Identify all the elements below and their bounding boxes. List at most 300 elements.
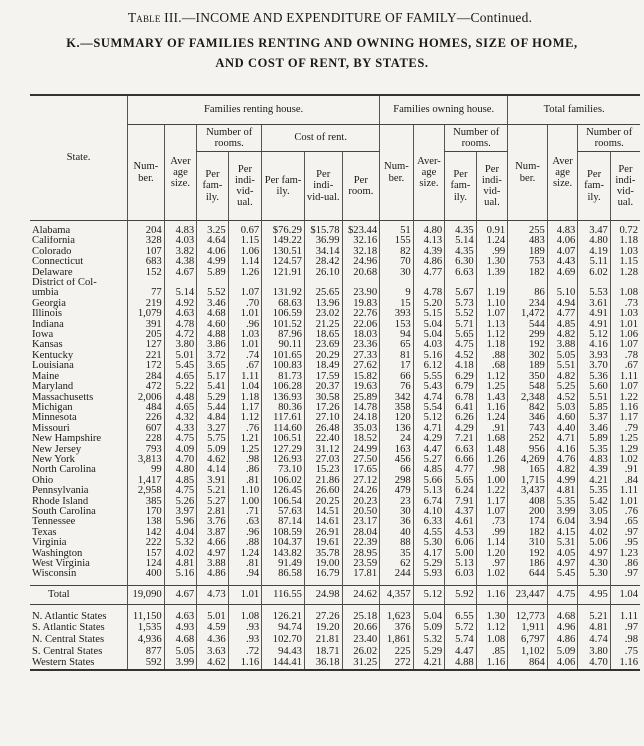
value-cell: 1.68 bbox=[476, 434, 508, 444]
value-cell: 5.35 bbox=[578, 445, 611, 455]
value-cell: 4.47 bbox=[413, 445, 445, 455]
value-cell: 23.90 bbox=[342, 288, 380, 298]
value-cell: 2,958 bbox=[128, 486, 165, 496]
value-cell: 1.01 bbox=[228, 585, 262, 604]
value-cell: .98 bbox=[610, 634, 640, 646]
value-cell: 126.21 bbox=[262, 611, 305, 623]
value-cell: 1.10 bbox=[476, 299, 508, 309]
value-cell: 4.29 bbox=[445, 424, 477, 434]
value-cell: 4.80 bbox=[578, 236, 611, 246]
value-cell: 5.30 bbox=[413, 538, 445, 548]
value-cell: 3.88 bbox=[197, 559, 229, 569]
table-row bbox=[30, 476, 640, 486]
value-cell bbox=[547, 278, 577, 288]
state-name-cell bbox=[30, 257, 128, 267]
value-cell: 548 bbox=[508, 382, 548, 392]
state-name: Alabama bbox=[32, 226, 71, 236]
value-cell: 4.33 bbox=[164, 424, 197, 434]
value-cell: 4.14 bbox=[197, 465, 229, 475]
value-cell: 4.40 bbox=[547, 424, 577, 434]
value-cell: 1.16 bbox=[476, 657, 508, 670]
value-cell: 1.48 bbox=[476, 445, 508, 455]
value-cell: 27.10 bbox=[304, 413, 342, 423]
value-cell: 4.37 bbox=[445, 507, 477, 517]
value-cell: 1.00 bbox=[476, 476, 508, 486]
value-cell: 3.27 bbox=[197, 424, 229, 434]
value-cell: 19,090 bbox=[128, 585, 165, 604]
value-cell: 743 bbox=[508, 424, 548, 434]
value-cell: 152 bbox=[128, 268, 165, 278]
value-cell: 189 bbox=[508, 247, 548, 257]
state-name: Connecticut bbox=[32, 257, 84, 268]
value-cell: 5.09 bbox=[547, 646, 577, 658]
table-row bbox=[30, 330, 640, 340]
value-cell: 1.18 bbox=[228, 393, 262, 403]
value-cell: 4.61 bbox=[445, 517, 477, 527]
value-cell: 0.91 bbox=[476, 226, 508, 236]
value-cell: 3.72 bbox=[197, 351, 229, 361]
value-cell: 1.16 bbox=[610, 403, 640, 413]
value-cell: 21.25 bbox=[304, 320, 342, 330]
value-cell: .85 bbox=[476, 646, 508, 658]
table-body bbox=[30, 221, 640, 670]
value-cell: 3.05 bbox=[578, 507, 611, 517]
value-cell: 4.60 bbox=[197, 320, 229, 330]
value-cell: 4.78 bbox=[413, 288, 445, 298]
value-cell: 4.83 bbox=[578, 455, 611, 465]
value-cell: 23,447 bbox=[508, 585, 548, 604]
value-cell: 4.32 bbox=[164, 413, 197, 423]
value-cell: 5.01 bbox=[164, 351, 197, 361]
value-cell: 1.16 bbox=[476, 403, 508, 413]
value-cell: 5.12 bbox=[413, 585, 445, 604]
state-name: Ohio bbox=[32, 475, 54, 486]
state-name: District of Col- bbox=[32, 278, 97, 289]
value-cell: 1.07 bbox=[610, 382, 640, 392]
value-cell bbox=[413, 278, 445, 288]
value-cell: 4.85 bbox=[547, 320, 577, 330]
value-cell: 1.01 bbox=[228, 340, 262, 350]
value-cell: 4.18 bbox=[445, 361, 477, 371]
summary-table bbox=[30, 94, 640, 671]
value-cell: 5.29 bbox=[413, 646, 445, 658]
value-cell: 1.07 bbox=[476, 507, 508, 517]
value-cell: .68 bbox=[476, 361, 508, 371]
value-cell: 1.24 bbox=[228, 549, 262, 559]
state-name-cell bbox=[30, 585, 128, 604]
value-cell: 607 bbox=[128, 424, 165, 434]
value-cell: 1.24 bbox=[476, 236, 508, 246]
value-cell: 26.10 bbox=[304, 268, 342, 278]
value-cell: 17.81 bbox=[342, 569, 380, 579]
value-cell: 26.48 bbox=[304, 424, 342, 434]
value-cell: 1.18 bbox=[610, 236, 640, 246]
value-cell: 3,437 bbox=[508, 486, 548, 496]
value-cell: 4.97 bbox=[547, 559, 577, 569]
value-cell: 4.74 bbox=[578, 634, 611, 646]
value-cell: 30.58 bbox=[304, 393, 342, 403]
table-row bbox=[30, 226, 640, 236]
value-cell: 7.91 bbox=[445, 497, 477, 507]
value-cell: 4.97 bbox=[578, 549, 611, 559]
state-name-cell bbox=[30, 486, 128, 496]
table-row bbox=[30, 549, 640, 559]
value-cell: .98 bbox=[228, 455, 262, 465]
state-name: Kansas bbox=[32, 340, 63, 351]
value-cell: 15.23 bbox=[304, 465, 342, 475]
value-cell: .95 bbox=[610, 538, 640, 548]
value-cell: 4.21 bbox=[578, 476, 611, 486]
value-cell: 24.99 bbox=[342, 445, 380, 455]
value-cell: 221 bbox=[128, 351, 165, 361]
value-cell: 1.14 bbox=[228, 257, 262, 267]
value-cell: 1,079 bbox=[128, 309, 165, 319]
value-cell: 5.35 bbox=[578, 486, 611, 496]
value-cell: 1.11 bbox=[610, 611, 640, 623]
value-cell: 5.55 bbox=[413, 372, 445, 382]
value-cell: 4.67 bbox=[164, 268, 197, 278]
value-cell: 4.74 bbox=[413, 393, 445, 403]
state-name: Texas bbox=[32, 527, 57, 538]
value-cell: 15.82 bbox=[342, 372, 380, 382]
value-cell: 28.04 bbox=[342, 528, 380, 538]
value-cell: 4.19 bbox=[578, 247, 611, 257]
value-cell: 472 bbox=[128, 382, 165, 392]
value-cell: 21.86 bbox=[304, 476, 342, 486]
state-name: New Hampshire bbox=[32, 434, 102, 445]
value-cell: 5.03 bbox=[547, 403, 577, 413]
value-cell: 5.04 bbox=[413, 611, 445, 623]
value-cell: 4.70 bbox=[164, 455, 197, 465]
value-cell: 4.77 bbox=[547, 309, 577, 319]
table-row bbox=[30, 309, 640, 319]
value-cell: 5.30 bbox=[578, 569, 611, 579]
value-cell: 1.07 bbox=[228, 288, 262, 298]
value-cell: 4.69 bbox=[547, 268, 577, 278]
state-name: Tennessee bbox=[32, 517, 76, 528]
value-cell: 24.26 bbox=[342, 486, 380, 496]
value-cell: .76 bbox=[228, 424, 262, 434]
value-cell: 5.67 bbox=[445, 288, 477, 298]
value-cell: 136 bbox=[380, 424, 414, 434]
value-cell: 14.78 bbox=[342, 403, 380, 413]
value-cell: 5.85 bbox=[578, 403, 611, 413]
value-cell: 4.82 bbox=[547, 465, 577, 475]
value-cell: 1.03 bbox=[610, 309, 640, 319]
value-cell: 108.59 bbox=[262, 528, 305, 538]
value-cell: 4.77 bbox=[413, 268, 445, 278]
value-cell: 5.13 bbox=[445, 559, 477, 569]
value-cell: 23.40 bbox=[342, 634, 380, 646]
value-cell: 3.93 bbox=[578, 351, 611, 361]
table-row bbox=[30, 517, 640, 527]
value-cell: 5.16 bbox=[413, 351, 445, 361]
value-cell: 4.91 bbox=[578, 320, 611, 330]
state-name-cell bbox=[30, 372, 128, 382]
value-cell: 4.39 bbox=[578, 465, 611, 475]
value-cell: 101.65 bbox=[262, 351, 305, 361]
value-cell: 18.65 bbox=[304, 330, 342, 340]
value-cell: 5.15 bbox=[413, 309, 445, 319]
value-cell: 13.96 bbox=[304, 299, 342, 309]
value-cell: 30 bbox=[380, 507, 414, 517]
value-cell: 4.91 bbox=[578, 309, 611, 319]
value-cell: 124.57 bbox=[262, 257, 305, 267]
value-cell: .91 bbox=[476, 424, 508, 434]
value-cell: 88 bbox=[380, 538, 414, 548]
value-cell: 6.02 bbox=[578, 268, 611, 278]
value-cell: 1.01 bbox=[228, 309, 262, 319]
value-cell: 644 bbox=[508, 569, 548, 579]
value-cell: 90.11 bbox=[262, 340, 305, 350]
value-cell: 4.81 bbox=[164, 559, 197, 569]
state-name-cell bbox=[30, 657, 128, 670]
value-cell bbox=[304, 278, 342, 288]
value-cell: 3.65 bbox=[197, 361, 229, 371]
value-cell: 6.30 bbox=[445, 257, 477, 267]
value-cell: 100.83 bbox=[262, 361, 305, 371]
state-name: West Virginia bbox=[32, 559, 90, 569]
state-name: Total bbox=[48, 588, 70, 600]
value-cell: .67 bbox=[228, 361, 262, 371]
value-cell: 5.65 bbox=[445, 330, 477, 340]
table-row bbox=[30, 507, 640, 517]
value-cell: 3.94 bbox=[578, 517, 611, 527]
value-cell: 1.28 bbox=[610, 268, 640, 278]
state-header: State. bbox=[30, 95, 128, 221]
owning-rooms-per-individual-header: Per indi-vid-ual. bbox=[476, 152, 508, 221]
value-cell: 4.73 bbox=[197, 585, 229, 604]
value-cell: 26.02 bbox=[342, 646, 380, 658]
region-row bbox=[30, 646, 640, 658]
value-cell: 4.13 bbox=[413, 236, 445, 246]
value-cell: 127 bbox=[128, 340, 165, 350]
value-cell: 4.71 bbox=[413, 424, 445, 434]
value-cell: 165 bbox=[508, 465, 548, 475]
value-cell: 5.14 bbox=[445, 236, 477, 246]
value-cell: 683 bbox=[128, 257, 165, 267]
value-cell: 124 bbox=[128, 559, 165, 569]
value-cell: 24.98 bbox=[304, 585, 342, 604]
table-title-numeral: III bbox=[164, 10, 179, 25]
value-cell: 5.11 bbox=[578, 257, 611, 267]
value-cell: 5.36 bbox=[578, 372, 611, 382]
state-name-cell bbox=[30, 288, 128, 298]
value-cell: 376 bbox=[380, 622, 414, 634]
value-cell: 5.37 bbox=[578, 413, 611, 423]
value-cell: 1.26 bbox=[228, 268, 262, 278]
value-cell: 1,535 bbox=[128, 622, 165, 634]
value-cell: 1.12 bbox=[228, 413, 262, 423]
value-cell: 391 bbox=[128, 320, 165, 330]
owning-avg-size-header: Aver-age size. bbox=[413, 125, 445, 221]
value-cell: 5.01 bbox=[197, 611, 229, 623]
value-cell: .98 bbox=[476, 465, 508, 475]
value-cell: 484 bbox=[128, 403, 165, 413]
value-cell: .94 bbox=[228, 569, 262, 579]
value-cell: 19.61 bbox=[304, 538, 342, 548]
value-cell: 956 bbox=[508, 445, 548, 455]
value-cell: 1.10 bbox=[228, 486, 262, 496]
value-cell: 24 bbox=[380, 434, 414, 444]
value-cell: 4.15 bbox=[547, 528, 577, 538]
table-row bbox=[30, 372, 640, 382]
state-name-cell bbox=[30, 278, 128, 288]
state-name-cell bbox=[30, 393, 128, 403]
value-cell: .81 bbox=[228, 559, 262, 569]
value-cell: 1.16 bbox=[228, 657, 262, 670]
value-cell: 1,102 bbox=[508, 646, 548, 658]
value-cell: 27.26 bbox=[304, 611, 342, 623]
value-cell: 4.86 bbox=[413, 257, 445, 267]
value-cell: 3.25 bbox=[197, 226, 229, 236]
value-cell: 27.62 bbox=[342, 361, 380, 371]
value-cell: 172 bbox=[128, 361, 165, 371]
value-cell: 4.86 bbox=[547, 634, 577, 646]
value-cell: 456 bbox=[380, 455, 414, 465]
value-cell: 5.14 bbox=[164, 288, 197, 298]
value-cell: .76 bbox=[610, 507, 640, 517]
value-cell: 4.99 bbox=[197, 257, 229, 267]
value-cell: 4.86 bbox=[197, 569, 229, 579]
value-cell: 6.04 bbox=[547, 517, 577, 527]
value-cell: 20.68 bbox=[342, 268, 380, 278]
value-cell: 17.26 bbox=[304, 403, 342, 413]
table-row bbox=[30, 424, 640, 434]
state-name-cell bbox=[30, 528, 128, 538]
value-cell: 4.02 bbox=[164, 549, 197, 559]
value-cell: 4.30 bbox=[578, 559, 611, 569]
value-cell: 1.17 bbox=[228, 403, 262, 413]
value-cell: 3,813 bbox=[128, 455, 165, 465]
value-cell: 1.07 bbox=[610, 340, 640, 350]
value-cell: 3.99 bbox=[164, 657, 197, 670]
value-cell: 20.66 bbox=[342, 622, 380, 634]
value-cell: 101.52 bbox=[262, 320, 305, 330]
value-cell: 5.42 bbox=[578, 497, 611, 507]
state-name-cell bbox=[30, 382, 128, 392]
value-cell: 27.50 bbox=[342, 455, 380, 465]
value-cell: 3.80 bbox=[164, 340, 197, 350]
state-name-cell bbox=[30, 236, 128, 246]
value-cell: 81.73 bbox=[262, 372, 305, 382]
value-cell: 87.96 bbox=[262, 330, 305, 340]
value-cell: 51 bbox=[380, 226, 414, 236]
state-name-cell bbox=[30, 517, 128, 527]
value-cell: 3.86 bbox=[197, 340, 229, 350]
value-cell: 1.23 bbox=[610, 549, 640, 559]
value-cell: 106.02 bbox=[262, 476, 305, 486]
value-cell: .74 bbox=[228, 351, 262, 361]
value-cell: 592 bbox=[128, 657, 165, 670]
table-row bbox=[30, 455, 640, 465]
value-cell: 1.03 bbox=[610, 247, 640, 257]
value-cell: 5.73 bbox=[445, 299, 477, 309]
value-cell: 4.83 bbox=[547, 226, 577, 236]
value-cell: 5.27 bbox=[197, 497, 229, 507]
value-cell: 5.21 bbox=[197, 486, 229, 496]
value-cell: .97 bbox=[610, 528, 640, 538]
value-cell bbox=[164, 278, 197, 288]
value-cell: 310 bbox=[508, 538, 548, 548]
value-cell: 4.47 bbox=[445, 646, 477, 658]
table-row bbox=[30, 403, 640, 413]
value-cell: 4.67 bbox=[164, 585, 197, 604]
value-cell: 4.75 bbox=[445, 340, 477, 350]
value-cell: 12,773 bbox=[508, 611, 548, 623]
value-cell: 4.97 bbox=[197, 549, 229, 559]
table-row bbox=[30, 268, 640, 278]
state-name: S. Central States bbox=[32, 645, 103, 657]
total-rooms-per-individual-header: Per indi-vid-ual. bbox=[610, 152, 640, 221]
value-cell: 5.16 bbox=[164, 569, 197, 579]
value-cell: 3.87 bbox=[197, 528, 229, 538]
value-cell: 116.55 bbox=[262, 585, 305, 604]
value-cell: 793 bbox=[128, 445, 165, 455]
value-cell: 26.60 bbox=[304, 486, 342, 496]
value-cell: 4.16 bbox=[578, 340, 611, 350]
value-cell: 6.63 bbox=[445, 445, 477, 455]
value-cell: 6.06 bbox=[445, 538, 477, 548]
value-cell: 182 bbox=[508, 268, 548, 278]
region-row bbox=[30, 611, 640, 623]
value-cell: 4.95 bbox=[578, 585, 611, 604]
value-cell: 4.81 bbox=[578, 622, 611, 634]
value-cell: 4.85 bbox=[164, 476, 197, 486]
value-cell: 19.20 bbox=[304, 622, 342, 634]
value-cell: 27.12 bbox=[342, 476, 380, 486]
value-cell: 5.06 bbox=[578, 538, 611, 548]
value-cell: 4.17 bbox=[413, 549, 445, 559]
value-cell: 6.79 bbox=[445, 382, 477, 392]
rent-per-room-header: Per room. bbox=[342, 152, 380, 221]
value-cell: 1,715 bbox=[508, 476, 548, 486]
value-cell: 1.22 bbox=[610, 393, 640, 403]
value-cell: 4.43 bbox=[547, 257, 577, 267]
value-cell: 5.05 bbox=[164, 646, 197, 658]
state-name: Washington bbox=[32, 548, 83, 559]
value-cell: 4.06 bbox=[197, 247, 229, 257]
table-row bbox=[30, 382, 640, 392]
value-cell: 3.46 bbox=[197, 299, 229, 309]
value-cell: 1.02 bbox=[610, 455, 640, 465]
value-cell: 1.17 bbox=[610, 413, 640, 423]
value-cell: 26.91 bbox=[304, 528, 342, 538]
value-cell: 4.70 bbox=[578, 657, 611, 670]
value-cell: 4.65 bbox=[164, 403, 197, 413]
value-cell: 3.97 bbox=[164, 507, 197, 517]
value-cell: 1.14 bbox=[476, 538, 508, 548]
value-cell: 4.10 bbox=[413, 507, 445, 517]
table-row bbox=[30, 413, 640, 423]
value-cell: 4.52 bbox=[547, 393, 577, 403]
value-cell: 3.63 bbox=[197, 646, 229, 658]
value-cell: 21.81 bbox=[304, 634, 342, 646]
value-cell: 2,348 bbox=[508, 393, 548, 403]
value-cell: 5.00 bbox=[445, 549, 477, 559]
value-cell: .99 bbox=[476, 528, 508, 538]
value-cell: 6.12 bbox=[413, 361, 445, 371]
table-row bbox=[30, 559, 640, 569]
value-cell: 18.03 bbox=[342, 330, 380, 340]
table-row bbox=[30, 361, 640, 371]
value-cell: 3.88 bbox=[547, 340, 577, 350]
value-cell: 76 bbox=[380, 382, 414, 392]
value-cell: 1.01 bbox=[610, 497, 640, 507]
value-cell: 1.06 bbox=[610, 330, 640, 340]
value-cell: 4.66 bbox=[197, 538, 229, 548]
value-cell: 205 bbox=[128, 330, 165, 340]
